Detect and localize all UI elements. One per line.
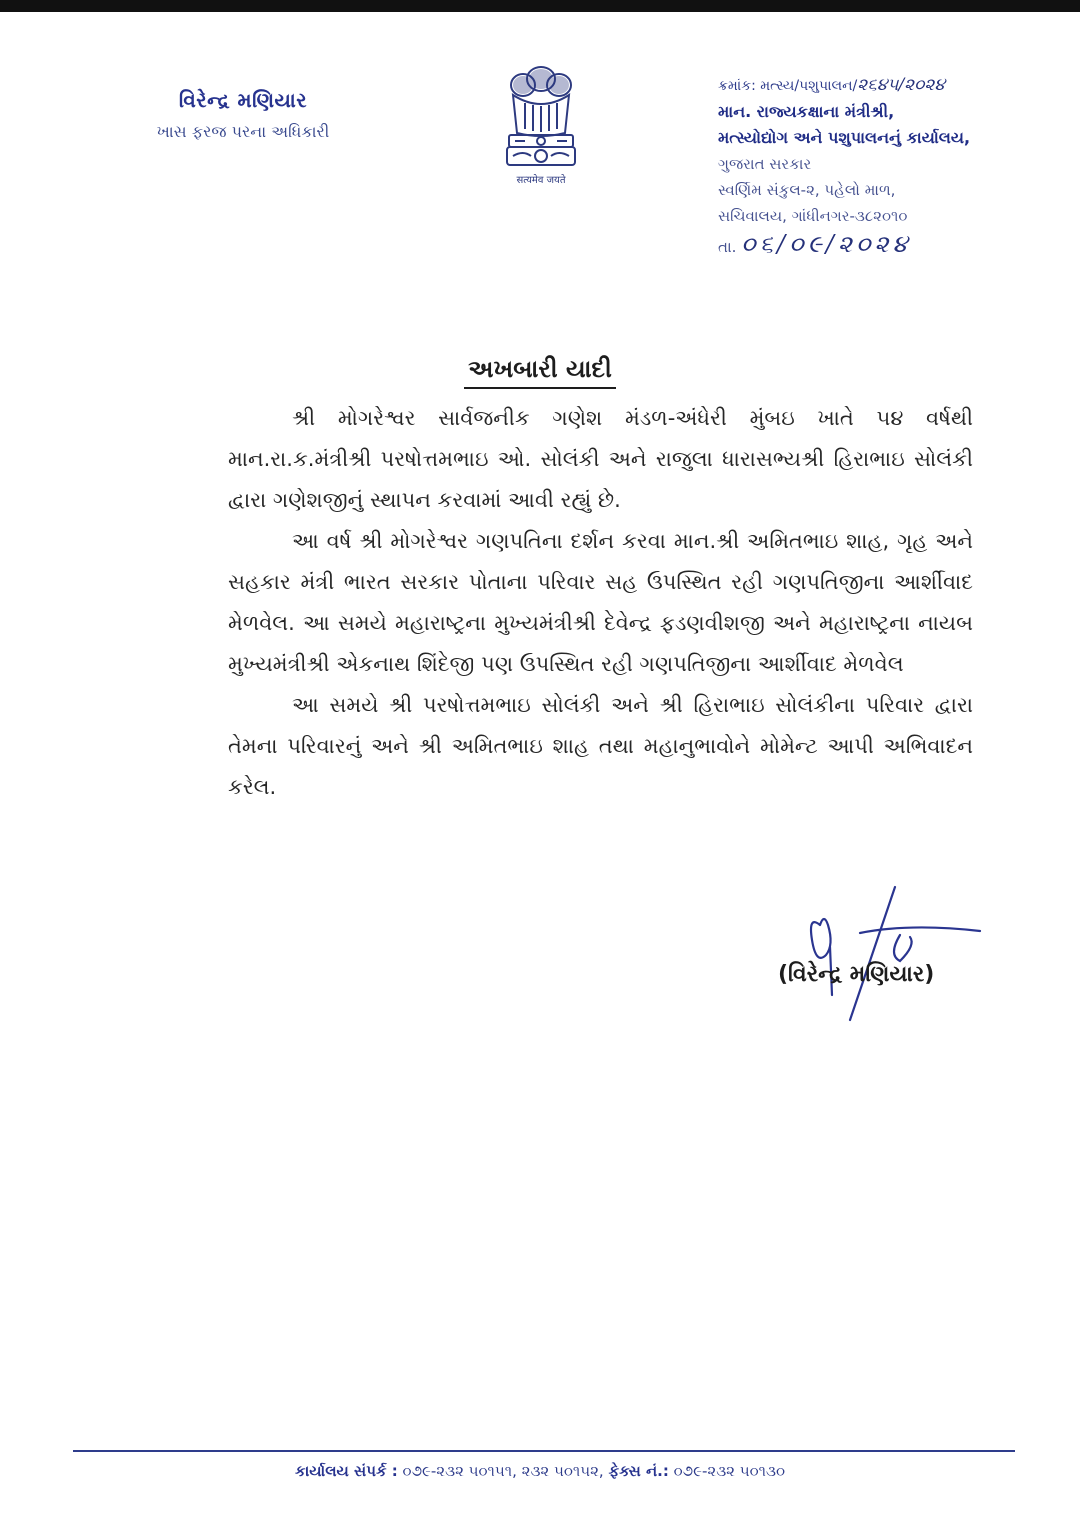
date-handwritten: ૦૬/૦૯/૨૦૨૪ <box>741 230 912 258</box>
date-label: તા. <box>718 238 737 256</box>
signatory-name: (વિરેન્દ્ર મણિયાર) <box>778 962 935 987</box>
heading-text: અખબારી યાદી <box>464 355 616 389</box>
fax-label: ફેક્સ નં.: <box>608 1462 669 1480</box>
sender-designation: ખાસ ફરજ પરના અધિકારી <box>156 122 330 141</box>
sender-block <box>118 88 368 142</box>
reference-handwritten: ૨૬૪૫/૨૦૨૪ <box>857 75 945 95</box>
office-address-block <box>718 72 1048 260</box>
paragraph: આ સમયે શ્રી પરષોત્તમભાઇ સોલંકી અને શ્રી હિરાભાઇ સોલંકીના પરિવાર દ્વારા તેમના પરિવારનું અને શ્રી અમિતભાઇ શાહ તથા મહાનુભાવોને મોમેન્ટ આપી અભિવાદન કરેલ. <box>228 693 973 799</box>
office-contact-numbers: ૦૭૯-૨૩૨ ૫૦૧૫૧, ૨૩૨ ૫૦૧૫૨, <box>402 1462 604 1480</box>
footer-contact <box>0 1462 1080 1480</box>
office-minister-line2: મત્સ્યોદ્યોગ અને પશુપાલનનું કાર્યાલય, <box>718 128 971 147</box>
office-address: સચિવાલય, ગાંધીનગર-૩૮૨૦૧૦ <box>718 207 908 225</box>
office-contact-label: કાર્યાલય સંપર્ક : <box>294 1462 398 1480</box>
sender-name: વિરેન્દ્ર મણિયાર <box>178 88 308 112</box>
reference-label: ક્રમાંક: મત્સ્ય/પશુપાલન/ <box>718 78 858 94</box>
reference-number <box>718 72 1048 99</box>
office-government: ગુજરાત સરકાર <box>718 155 812 173</box>
paragraph: શ્રી મોગરેશ્વર સાર્વજનીક ગણેશ મંડળ-અંધેરી મુંબઇ ખાતે ૫૪ વર્ષથી માન.રા.ક.મંત્રીશ્રી પરષોત્તમભાઇ ઓ. સોલંકી અને રાજુલા ધારાસભ્યશ્રી હિરાભાઇ સોલંકી દ્વારા ગણેશજીનું સ્થાપન કરવામાં આવી રહ્યું છે. <box>228 406 973 512</box>
footer-divider <box>73 1450 1015 1452</box>
top-border <box>0 0 1080 12</box>
fax-number: ૦૭૯-૨૩૨ ૫૦૧૩૦ <box>673 1462 786 1480</box>
paragraph: આ વર્ષ શ્રી મોગરેશ્વર ગણપતિના દર્શન કરવા માન.શ્રી અમિતભાઇ શાહ, ગૃહ અને સહકાર મંત્રી ભારત સરકાર પોતાના પરિવાર સહ ઉપસ્થિત રહી ગણપતિજીના આર્શીવાદ મેળવેલ. આ સમયે મહારાષ્ટ્રના મુખ્યમંત્રીશ્રી દેવેન્દ્ર ફડણવીશજી અને મહારાષ્ટ્રના નાયબ મુખ્યમંત્રીશ્રી એકનાથ શિંદેજી પણ ઉપસ્થિત રહી ગણપતિજીના આર્શીવાદ મેળવેલ <box>228 529 973 676</box>
handwritten-signature-icon <box>790 885 990 1025</box>
press-release-body <box>228 398 973 808</box>
emblem-motto: सत्यमेव जयते <box>516 175 566 186</box>
document-heading <box>0 355 1080 383</box>
letter-date <box>718 231 1048 260</box>
office-building: સ્વર્ણિમ સંકુલ-૨, પહેલો માળ, <box>718 181 896 199</box>
office-minister-line1: માન. રાજ્યકક્ષાના મંત્રીશ્રી, <box>718 102 895 121</box>
